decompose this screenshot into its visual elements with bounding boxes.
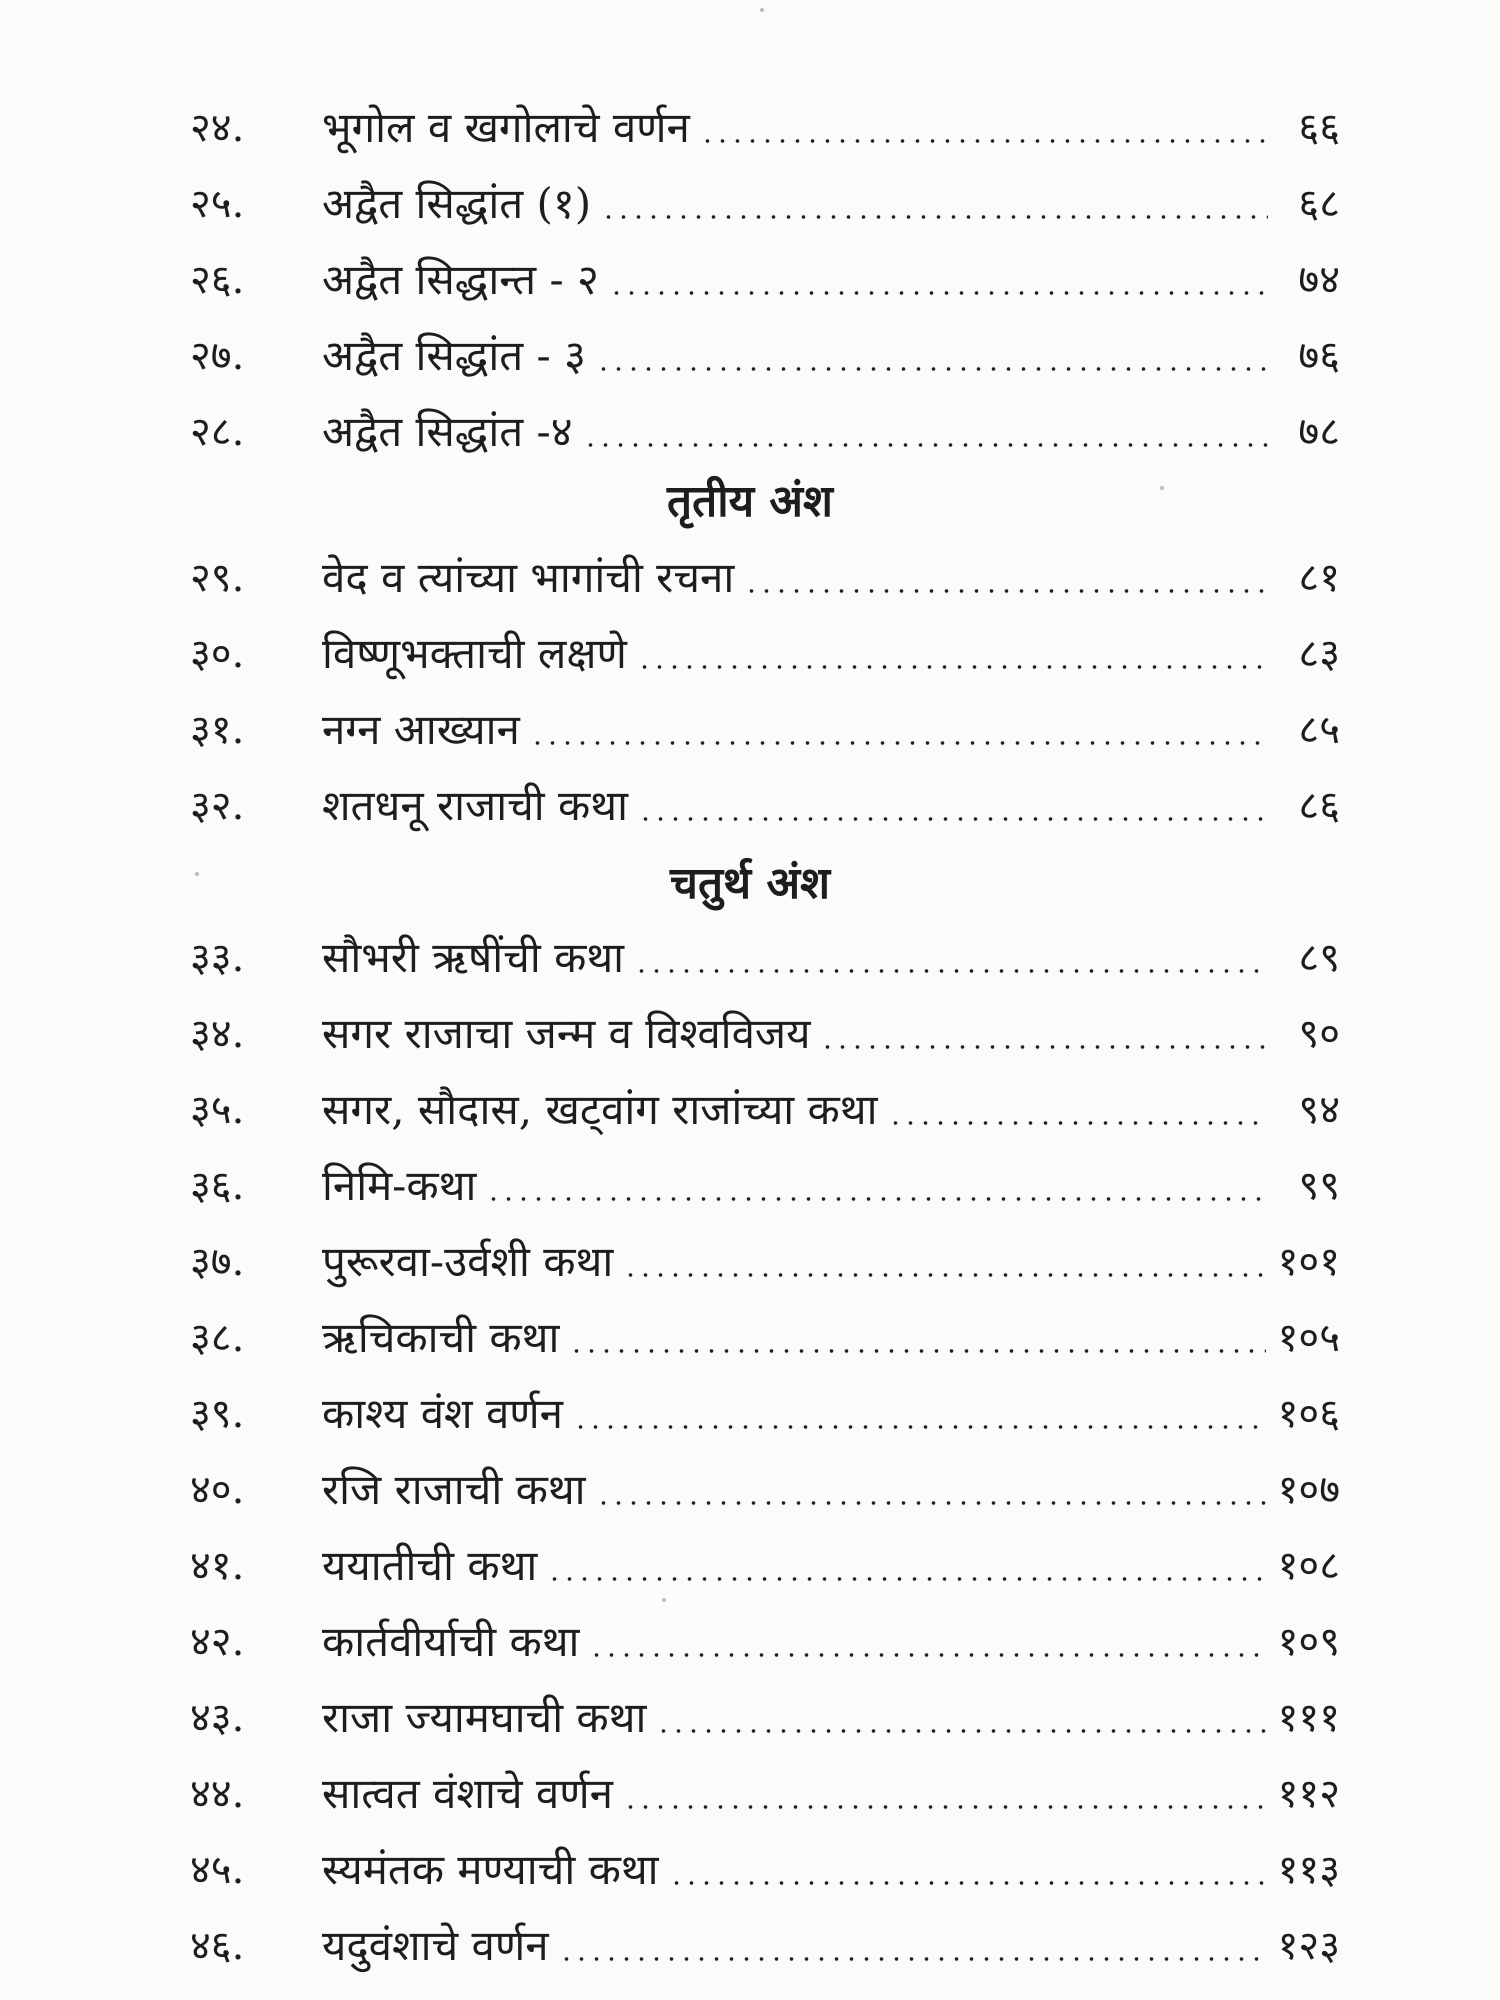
dot-leader: [589, 1652, 1265, 1658]
entry-title: शतधनू राजाची कथा: [322, 781, 628, 830]
entry-number: २८.: [190, 409, 245, 455]
entry-number: ३२.: [190, 783, 245, 829]
entry-number: ३८.: [190, 1315, 245, 1361]
entry-number: २४.: [190, 105, 245, 151]
entry-number: ३९.: [190, 1391, 245, 1437]
entry-page: ११३: [1277, 1847, 1340, 1893]
toc-entry: [190, 1078, 1340, 1142]
dot-leader: [609, 290, 1268, 296]
entry-number: ४४.: [190, 1771, 245, 1817]
entry-page: ८१: [1298, 555, 1340, 601]
toc-entry: [190, 1230, 1340, 1294]
entry-title: स्यमंतक मण्याची कथा: [322, 1845, 659, 1894]
entry-page: १०१: [1277, 1239, 1340, 1285]
dot-leader: [656, 1728, 1265, 1734]
entry-page: ७४: [1298, 257, 1340, 303]
entry-page: ९४: [1298, 1087, 1340, 1133]
entry-page: ८३: [1298, 631, 1340, 677]
entry-title: सौभरी ऋषींची कथा: [322, 933, 625, 982]
entry-number: ३४.: [190, 1011, 245, 1057]
entry-page: ७६: [1298, 333, 1340, 379]
dot-leader: [596, 1500, 1266, 1506]
entry-title: राजा ज्यामघाची कथा: [322, 1693, 647, 1742]
entry-title: वेद व त्यांच्या भागांची रचना: [322, 553, 735, 602]
print-speck: [662, 1598, 666, 1602]
dot-leader: [623, 1272, 1265, 1278]
print-speck: [195, 872, 199, 876]
entry-title: विष्णूभक्ताची लक्षणे: [322, 629, 627, 678]
toc-entry: [190, 172, 1340, 236]
entry-number: २६.: [190, 257, 245, 303]
dot-leader: [638, 816, 1268, 822]
toc-entry: [190, 1534, 1340, 1598]
entry-title: अद्वैत सिद्धांत (१): [322, 179, 592, 228]
entry-page: ७८: [1298, 409, 1340, 455]
entry-title: भूगोल व खगोलाचे वर्णन: [322, 103, 690, 152]
entry-number: ३७.: [190, 1239, 245, 1285]
entry-title: अद्वैत सिद्धान्त - २: [322, 255, 599, 304]
dot-leader: [820, 1044, 1268, 1050]
toc-entry: [190, 96, 1340, 160]
entry-title: अद्वैत सिद्धांत - ३: [322, 331, 586, 380]
toc-entry: [190, 622, 1340, 686]
print-speck: [1160, 486, 1164, 490]
entry-number: ३०.: [190, 631, 245, 677]
entry-page: १०५: [1277, 1315, 1340, 1361]
dot-leader: [634, 968, 1268, 974]
entry-page: ९०: [1298, 1011, 1340, 1057]
entry-page: ६६: [1298, 105, 1340, 151]
toc-entry: [190, 1686, 1340, 1750]
dot-leader: [744, 588, 1268, 594]
entry-number: ४६.: [190, 1923, 245, 1969]
entry-page: १०८: [1277, 1543, 1340, 1589]
toc-entry: [190, 1002, 1340, 1066]
dot-leader: [637, 664, 1268, 670]
toc-entry: [190, 546, 1340, 610]
dot-leader: [583, 442, 1268, 448]
entry-page: १११: [1277, 1695, 1340, 1741]
entry-page: ८६: [1298, 783, 1340, 829]
entry-title: यदुवंशाचे वर्णन: [322, 1921, 549, 1970]
toc-entry: [190, 1838, 1340, 1902]
entry-title: सात्वत वंशाचे वर्णन: [322, 1769, 613, 1818]
dot-leader: [569, 1348, 1265, 1354]
toc-entry: [190, 1762, 1340, 1826]
entry-page: ८९: [1298, 935, 1340, 981]
dot-leader: [573, 1424, 1266, 1430]
entry-number: २७.: [190, 333, 245, 379]
entry-page: १०९: [1277, 1619, 1340, 1665]
dot-leader: [669, 1880, 1266, 1886]
dot-leader: [888, 1120, 1268, 1126]
entry-number: ३६.: [190, 1163, 245, 1209]
entry-title: काश्य वंश वर्णन: [322, 1389, 563, 1438]
entry-number: ४०.: [190, 1467, 245, 1513]
entry-page: १०७: [1277, 1467, 1340, 1513]
toc-entry: [190, 248, 1340, 312]
toc-entry: [190, 1306, 1340, 1370]
entry-page: ८५: [1298, 707, 1340, 753]
entry-number: ४१.: [190, 1543, 245, 1589]
toc-entry: [190, 1458, 1340, 1522]
entry-page: ११२: [1277, 1771, 1340, 1817]
dot-leader: [486, 1196, 1268, 1202]
entry-number: ४३.: [190, 1695, 245, 1741]
entry-title: पुरूरवा-उर्वशी कथा: [322, 1237, 614, 1286]
print-speck: [760, 8, 764, 12]
entry-number: ४२.: [190, 1619, 245, 1665]
entry-title: अद्वैत सिद्धांत -४: [322, 407, 573, 456]
entry-title: निमि-कथा: [322, 1161, 477, 1210]
entry-number: ३५.: [190, 1087, 245, 1133]
dot-leader: [559, 1956, 1266, 1962]
toc-entry: [190, 1610, 1340, 1674]
toc-entry: [190, 774, 1340, 838]
entry-number: २५.: [190, 181, 245, 227]
entry-number: ४५.: [190, 1847, 245, 1893]
entry-title: सगर राजाचा जन्म व विश्वविजय: [322, 1009, 811, 1058]
section-heading: तृतीय अंश: [667, 476, 833, 527]
toc-entry: [190, 400, 1340, 464]
toc-entry: [190, 1382, 1340, 1446]
entry-title: ययातीची कथा: [322, 1541, 538, 1590]
entry-title: नग्न आख्यान: [322, 705, 520, 754]
entry-page: १२३: [1277, 1923, 1340, 1969]
entry-number: ३१.: [190, 707, 245, 753]
dot-leader: [530, 740, 1268, 746]
dot-leader: [596, 366, 1268, 372]
toc-entry: [190, 698, 1340, 762]
section-heading: चतुर्थ अंश: [670, 858, 830, 909]
entry-title: सगर, सौदास, खट्वांग राजांच्या कथा: [322, 1085, 878, 1134]
dot-leader: [623, 1804, 1266, 1810]
entry-title: कार्तवीर्याची कथा: [322, 1617, 580, 1666]
entry-page: ६८: [1298, 181, 1340, 227]
dot-leader: [601, 214, 1268, 220]
toc-entry: [190, 1154, 1340, 1218]
entry-page: ९९: [1298, 1163, 1340, 1209]
toc-entry: [190, 324, 1340, 388]
entry-page: १०६: [1277, 1391, 1340, 1437]
entry-title: रजि राजाची कथा: [322, 1465, 586, 1514]
entry-number: ३३.: [190, 935, 245, 981]
dot-leader: [700, 138, 1268, 144]
toc-entry: [190, 926, 1340, 990]
entry-title: ऋचिकाची कथा: [322, 1313, 560, 1362]
toc-entry: [190, 1914, 1340, 1978]
entry-number: २९.: [190, 555, 245, 601]
dot-leader: [547, 1576, 1265, 1582]
